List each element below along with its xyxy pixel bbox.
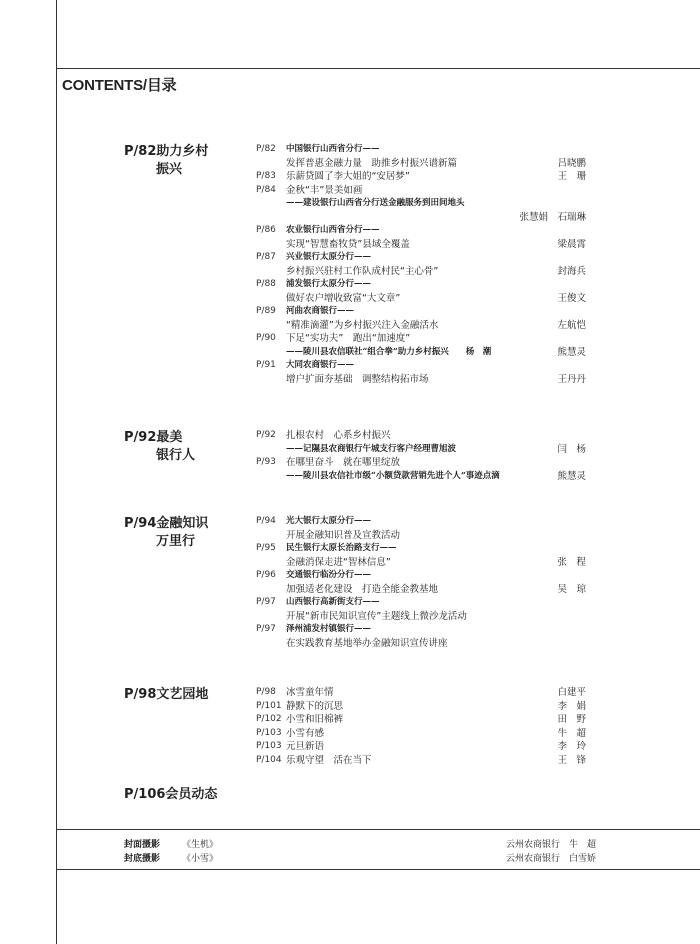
entry-subtitle: 泽州浦发村镇银行—— [286, 624, 372, 634]
toc-entry [256, 359, 586, 373]
page-number: P/91 [256, 360, 276, 370]
section-title-line1: P/92最美 [124, 430, 183, 445]
section-title-line2: 万里行 [156, 534, 196, 549]
toc-entry [256, 265, 586, 279]
toc-entry [256, 623, 586, 637]
entry-title: 金融消保走进“智林信息” [286, 556, 391, 568]
toc-entry [256, 470, 586, 484]
entry-title: 乐观守望 活在当下 [286, 754, 372, 766]
credit-row [124, 852, 596, 866]
entry-author: 封海兵 [557, 265, 586, 277]
page-number: P/90 [256, 333, 276, 343]
section-title-line1: P/106会员动态 [124, 787, 218, 802]
section-title-line1: P/98文艺园地 [124, 687, 209, 702]
toc-entry [256, 713, 586, 727]
entry-author: 梁晨霄 [557, 238, 586, 250]
page-number: P/93 [256, 457, 276, 467]
entry-author: 牛 超 [557, 727, 586, 739]
toc-entry [256, 373, 586, 387]
entry-title: 小雪和旧棉裤 [286, 714, 344, 725]
toc-entry [256, 238, 586, 252]
entry-title: 在哪里奋斗 就在哪里绽放 [286, 457, 401, 468]
section-entries [256, 515, 586, 650]
entry-title: 乡村振兴驻村工作队成村民“主心骨” [286, 265, 439, 277]
page-number: P/84 [256, 184, 276, 195]
entry-title: “精准滴灌”为乡村振兴注入金融活水 [286, 319, 439, 331]
section-title [124, 143, 224, 179]
toc-entry [256, 456, 586, 470]
entry-title: 发挥普惠金融力量 助推乡村振兴谱新篇 [286, 157, 458, 169]
toc-entry [256, 596, 586, 610]
section-title [124, 429, 224, 465]
credit-title: 《小雪》 [182, 854, 219, 864]
toc-entry [256, 346, 586, 360]
credit-photographer: 云州农商银行 牛 超 [505, 840, 596, 850]
toc-entry [256, 610, 586, 624]
entry-author: 张 程 [557, 556, 586, 568]
toc-entry [256, 332, 586, 346]
entry-title: 静默下的沉思 [286, 700, 344, 712]
credit-label: 封面摄影 [124, 840, 161, 850]
entry-subtitle: 农业银行山西省分行—— [286, 225, 380, 235]
entry-author: 白建平 [557, 687, 586, 698]
entry-author: 熊慧灵 [557, 470, 586, 482]
page-number: P/97 [256, 624, 276, 634]
page-number: P/104 [256, 754, 282, 765]
entry-author: 李 娟 [557, 700, 586, 712]
entry-subtitle: 山西银行高新街支行—— [286, 597, 380, 607]
section-entries [256, 143, 586, 386]
page-number: P/88 [256, 279, 276, 289]
toc-entry [256, 224, 586, 238]
entry-subtitle: ——记隰县农商银行午城支行客户经理曹旭波 [286, 443, 457, 454]
entry-author: 左航恺 [557, 319, 586, 331]
toc-entry [256, 305, 586, 319]
photo-credits [124, 838, 596, 866]
toc-entry [256, 319, 586, 333]
entry-title: 实现“智慧畜牧贷”县域全覆盖 [286, 238, 410, 250]
entry-subtitle: 浦发银行太原分行—— [286, 279, 372, 289]
section-title [124, 515, 224, 551]
toc-entry [256, 529, 586, 543]
toc-entry [256, 429, 586, 443]
toc-entry [256, 740, 586, 754]
page-number: P/103 [256, 741, 282, 751]
entry-author: 熊慧灵 [557, 346, 586, 358]
section-title [124, 686, 224, 704]
page-number: P/94 [256, 516, 276, 526]
toc-entry [256, 637, 586, 651]
page-number: P/95 [256, 543, 276, 553]
credits-top-rule [56, 829, 700, 830]
toc-entry [256, 583, 586, 597]
left-rule [56, 0, 57, 944]
entry-author: 王 珊 [557, 171, 586, 182]
credit-row [124, 838, 596, 852]
entry-subtitle: ——建设银行山西省分行送金融服务到田间地头 [286, 198, 465, 208]
entry-title: 开展金融知识普及宣教活动 [286, 529, 401, 541]
toc-entry [256, 143, 586, 157]
page-number: P/92 [256, 430, 276, 440]
entry-subtitle: 民生银行太原长治路支行—— [286, 543, 397, 553]
credit-title: 《生机》 [182, 840, 219, 850]
entry-title: 小雪有感 [286, 727, 325, 739]
toc-entry [256, 700, 586, 714]
toc-entry [256, 727, 586, 741]
entry-title: 在实践教育基地举办金融知识宣传讲座 [286, 637, 448, 649]
entry-title: 开展“新市民知识宣传”主题线上微沙龙活动 [286, 610, 467, 622]
entry-author: 王 锋 [557, 754, 586, 766]
section-title-line2: 振兴 [156, 162, 183, 177]
page-number: P/87 [256, 252, 276, 262]
entry-subtitle: 交通银行临汾分行—— [286, 570, 372, 580]
section-title-line1: P/82助力乡村 [124, 144, 209, 159]
page-number: P/86 [256, 225, 276, 235]
section-title-line1: P/94金融知识 [124, 516, 209, 531]
toc-entry [256, 515, 586, 529]
page-number: P/83 [256, 171, 276, 181]
credits-bottom-rule [56, 869, 700, 870]
credit-photographer: 云州农商银行 白雪娇 [505, 854, 596, 864]
entry-subtitle: ——陵川县农信联社“组合拳”助力乡村振兴 杨 潮 [286, 346, 492, 357]
section-title-line2: 银行人 [156, 448, 196, 463]
entry-subtitle: 光大银行太原分行—— [286, 516, 372, 526]
page-number: P/98 [256, 687, 276, 697]
entry-title: 扎根农村 心系乡村振兴 [286, 430, 391, 441]
toc-entry [256, 542, 586, 556]
page-number: P/96 [256, 570, 276, 580]
entry-author: 吕晓鹏 [557, 157, 586, 169]
entry-author: 李 玲 [557, 741, 586, 752]
page-number: P/102 [256, 714, 282, 724]
entry-subtitle: 中国银行山西省分行—— [286, 144, 380, 154]
toc-entry [256, 251, 586, 265]
toc-entry [256, 278, 586, 292]
entry-title: 冰雪童年情 [286, 687, 334, 698]
page-number: P/89 [256, 306, 276, 316]
page-number: P/101 [256, 700, 282, 711]
page-title: CONTENTS/目录 [62, 77, 177, 94]
entry-author: 田 野 [557, 714, 586, 725]
entry-author: 王俊文 [557, 292, 586, 304]
entry-subtitle: ——陵川县农信社市级“小额贷款营销先进个人”事迹点滴 [286, 470, 500, 481]
top-rule [56, 68, 700, 69]
page-number: P/82 [256, 144, 276, 154]
entry-title: 增户扩面夯基础 调整结构拓市场 [286, 373, 429, 385]
toc-entry [256, 556, 586, 570]
toc-entry [256, 211, 586, 225]
toc-entry [256, 157, 586, 171]
entry-title: 做好农户增收致富“大文章” [286, 292, 401, 304]
entry-title: 下足“实功夫” 跑出“加速度” [286, 333, 411, 344]
page-number: P/97 [256, 597, 276, 607]
page-number: P/103 [256, 727, 282, 738]
toc-entry [256, 443, 586, 457]
entry-subtitle: 兴业银行太原分行—— [286, 252, 372, 262]
toc-entry [256, 754, 586, 768]
entry-author: 闫 杨 [557, 443, 586, 455]
section-entries [256, 429, 586, 483]
toc-entry [256, 197, 586, 211]
toc-entry [256, 292, 586, 306]
credit-label: 封底摄影 [124, 854, 161, 864]
entry-title: 元旦新语 [286, 741, 325, 752]
entry-author: 吴 琼 [557, 583, 586, 595]
entry-title: 金秋“丰”景美如画 [286, 184, 363, 196]
entry-subtitle: 河曲农商银行—— [286, 306, 355, 316]
entry-author: 王丹丹 [557, 373, 586, 385]
entry-title: 乐薪贷圆了李大姐的“安居梦” [286, 171, 410, 182]
entry-title: 加强适老化建设 打造全能金教基地 [286, 583, 439, 595]
toc-entry [256, 170, 586, 184]
entry-author: 张慧娟 石瑞琳 [519, 211, 586, 223]
toc-entry [256, 184, 586, 198]
toc-entry [256, 569, 586, 583]
section-title [124, 786, 264, 804]
section-entries [256, 686, 586, 767]
entry-subtitle: 大同农商银行—— [286, 360, 355, 370]
toc-entry [256, 686, 586, 700]
